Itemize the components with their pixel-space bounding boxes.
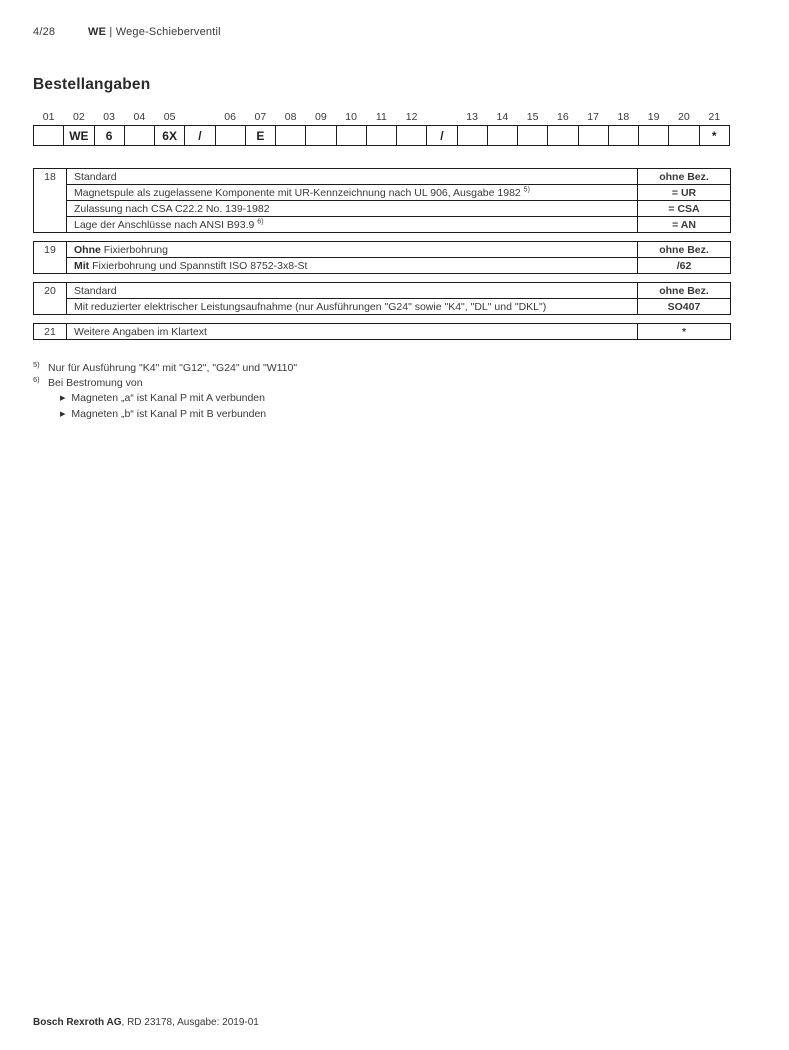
option-description: Magnetspule als zugelassene Komponente mit UR-Kennzeichnung nach UL 906, Ausgabe 1982 $^{5)}$ <box>67 185 638 201</box>
ordering-code-cell-empty <box>669 126 699 146</box>
ordering-position-label: 14 <box>496 111 509 123</box>
footer-company: Bosch Rexroth AG <box>33 1017 122 1028</box>
ordering-code-cell-empty <box>276 126 306 146</box>
footnote-reference: 5) <box>523 186 530 193</box>
header-product <box>88 26 221 38</box>
ordering-code-cell: * <box>699 126 730 146</box>
ordering-code-cell-empty <box>215 126 245 146</box>
ordering-position-label <box>427 111 457 126</box>
option-row <box>34 283 731 299</box>
ordering-position-label: 04 <box>133 111 146 123</box>
footnote: $^{5)}$ Nur für Ausführung "K4" mit "G12", "G24" und "W110" <box>33 359 298 374</box>
ordering-code-row <box>34 126 730 146</box>
option-code: /62 <box>638 258 731 274</box>
ordering-position-label: 12 <box>405 111 418 123</box>
page-footer <box>33 1017 259 1028</box>
option-row <box>34 185 731 201</box>
footnote-bullet-item <box>33 407 730 423</box>
option-description: Lage der Anschlüsse nach ANSI B93.9 $^{6)}$ <box>67 217 638 233</box>
option-description: Weitere Angaben im Klartext <box>67 324 638 340</box>
option-block-18 <box>33 168 731 233</box>
ordering-position-label: 02 <box>73 111 85 123</box>
ordering-position-label: 21 <box>708 111 721 123</box>
ordering-position-label: 07 <box>254 111 267 123</box>
option-description-bold: Mit <box>74 259 90 272</box>
option-description: Standard <box>67 283 638 299</box>
footnote-bullet-item <box>33 391 730 407</box>
ordering-position-row <box>34 111 730 126</box>
ordering-code-cell: / <box>427 126 457 146</box>
option-row <box>34 242 731 258</box>
option-number: 19 <box>34 242 67 274</box>
option-code: = CSA <box>638 201 731 217</box>
option-number: 21 <box>34 324 67 340</box>
ordering-position-label: 06 <box>224 111 236 123</box>
footnote-text: Nur für Ausführung "K4" mit "G12", "G24" und "W110" <box>48 362 298 374</box>
option-code: ohne Bez. <box>638 283 731 299</box>
ordering-position-label: 03 <box>103 111 115 123</box>
ordering-code-cell-empty <box>548 126 578 146</box>
footnote-bullet-text: Magneten „b“ ist Kanal P mit B verbunden <box>71 407 267 420</box>
option-code: ohne Bez. <box>638 242 731 258</box>
footnote-text: Bei Bestromung von <box>48 377 143 389</box>
ordering-code-cell-empty <box>366 126 396 146</box>
ordering-code-cell-empty <box>306 126 336 146</box>
option-description: Zulassung nach CSA C22.2 No. 139-1982 <box>67 201 638 217</box>
footnote: $^{6)}$ Bei Bestromung von <box>33 374 143 389</box>
footnote-bullet-text: Magneten „a“ ist Kanal P mit A verbunden <box>71 392 265 404</box>
option-row <box>34 299 731 315</box>
bullet-triangle-icon: ▶ <box>60 410 66 418</box>
ordering-code-cell: 6X <box>155 126 185 146</box>
option-description: Mit reduzierter elektrischer Leistungsaufnahme (nur Ausführungen "G24" sowie "K4", "DL" und "DKL") <box>67 299 638 315</box>
footnote-reference: 6) <box>257 218 264 225</box>
ordering-position-label: 09 <box>315 111 327 123</box>
option-block-21 <box>33 323 731 340</box>
option-code: ohne Bez. <box>638 169 731 185</box>
ordering-position-label: 19 <box>647 111 660 123</box>
option-row <box>34 201 731 217</box>
bullet-triangle-icon: ▶ <box>60 395 66 402</box>
ordering-position-label: 05 <box>163 111 176 123</box>
ordering-position-label: 11 <box>375 111 387 123</box>
footer-document-info: , RD 23178, Ausgabe: 2019-01 <box>121 1017 259 1028</box>
ordering-code-cell-empty <box>639 126 669 146</box>
option-row <box>34 169 731 185</box>
ordering-code-table <box>33 111 730 146</box>
option-number: 18 <box>34 169 67 233</box>
ordering-position-label: 18 <box>617 111 630 123</box>
ordering-position-label: 15 <box>526 111 539 123</box>
ordering-code-cell-empty <box>487 126 517 146</box>
section-title: Bestellangaben <box>33 76 151 93</box>
page-number: 4/28 <box>33 26 56 38</box>
option-code: SO407 <box>638 299 731 315</box>
ordering-code-cell: E <box>245 126 275 146</box>
page-header <box>33 26 221 38</box>
ordering-code-cell-empty <box>397 126 427 146</box>
ordering-code-cell-empty <box>124 126 154 146</box>
ordering-code-cell-empty <box>336 126 366 146</box>
option-row <box>34 258 731 274</box>
ordering-position-label <box>185 111 215 126</box>
ordering-position-label: 20 <box>678 111 690 123</box>
option-number: 20 <box>34 283 67 315</box>
option-description: Ohne Fixierbohrung <box>67 242 638 258</box>
ordering-code-cell: / <box>185 126 215 146</box>
ordering-code-cell: WE <box>64 126 94 146</box>
option-row <box>34 217 731 233</box>
option-block-20 <box>33 282 731 315</box>
ordering-position-label: 10 <box>345 111 357 123</box>
option-row <box>34 324 731 340</box>
option-code: = UR <box>638 185 731 201</box>
footnotes <box>33 361 730 422</box>
product-code: WE <box>88 26 107 38</box>
ordering-position-label: 08 <box>284 111 297 123</box>
option-blocks <box>33 168 730 340</box>
option-code: * <box>638 324 731 340</box>
option-block-19 <box>33 241 731 274</box>
ordering-code-cell: 6 <box>94 126 124 146</box>
ordering-position-label: 16 <box>557 111 569 123</box>
ordering-position-label: 13 <box>466 111 478 123</box>
product-name: | Wege-Schieberventil <box>109 26 221 38</box>
ordering-position-label: 17 <box>587 111 599 123</box>
ordering-code-cell-empty <box>34 126 64 146</box>
ordering-code-cell-empty <box>608 126 638 146</box>
option-description-bold: Ohne <box>74 243 101 256</box>
ordering-code-cell-empty <box>518 126 548 146</box>
ordering-code-cell-empty <box>457 126 487 146</box>
ordering-code-cell-empty <box>578 126 608 146</box>
ordering-position-label: 01 <box>42 111 55 123</box>
option-description: Standard <box>67 169 638 185</box>
option-description: Mit Fixierbohrung und Spannstift ISO 8752-3x8-St <box>67 258 638 274</box>
option-code: = AN <box>638 217 731 233</box>
